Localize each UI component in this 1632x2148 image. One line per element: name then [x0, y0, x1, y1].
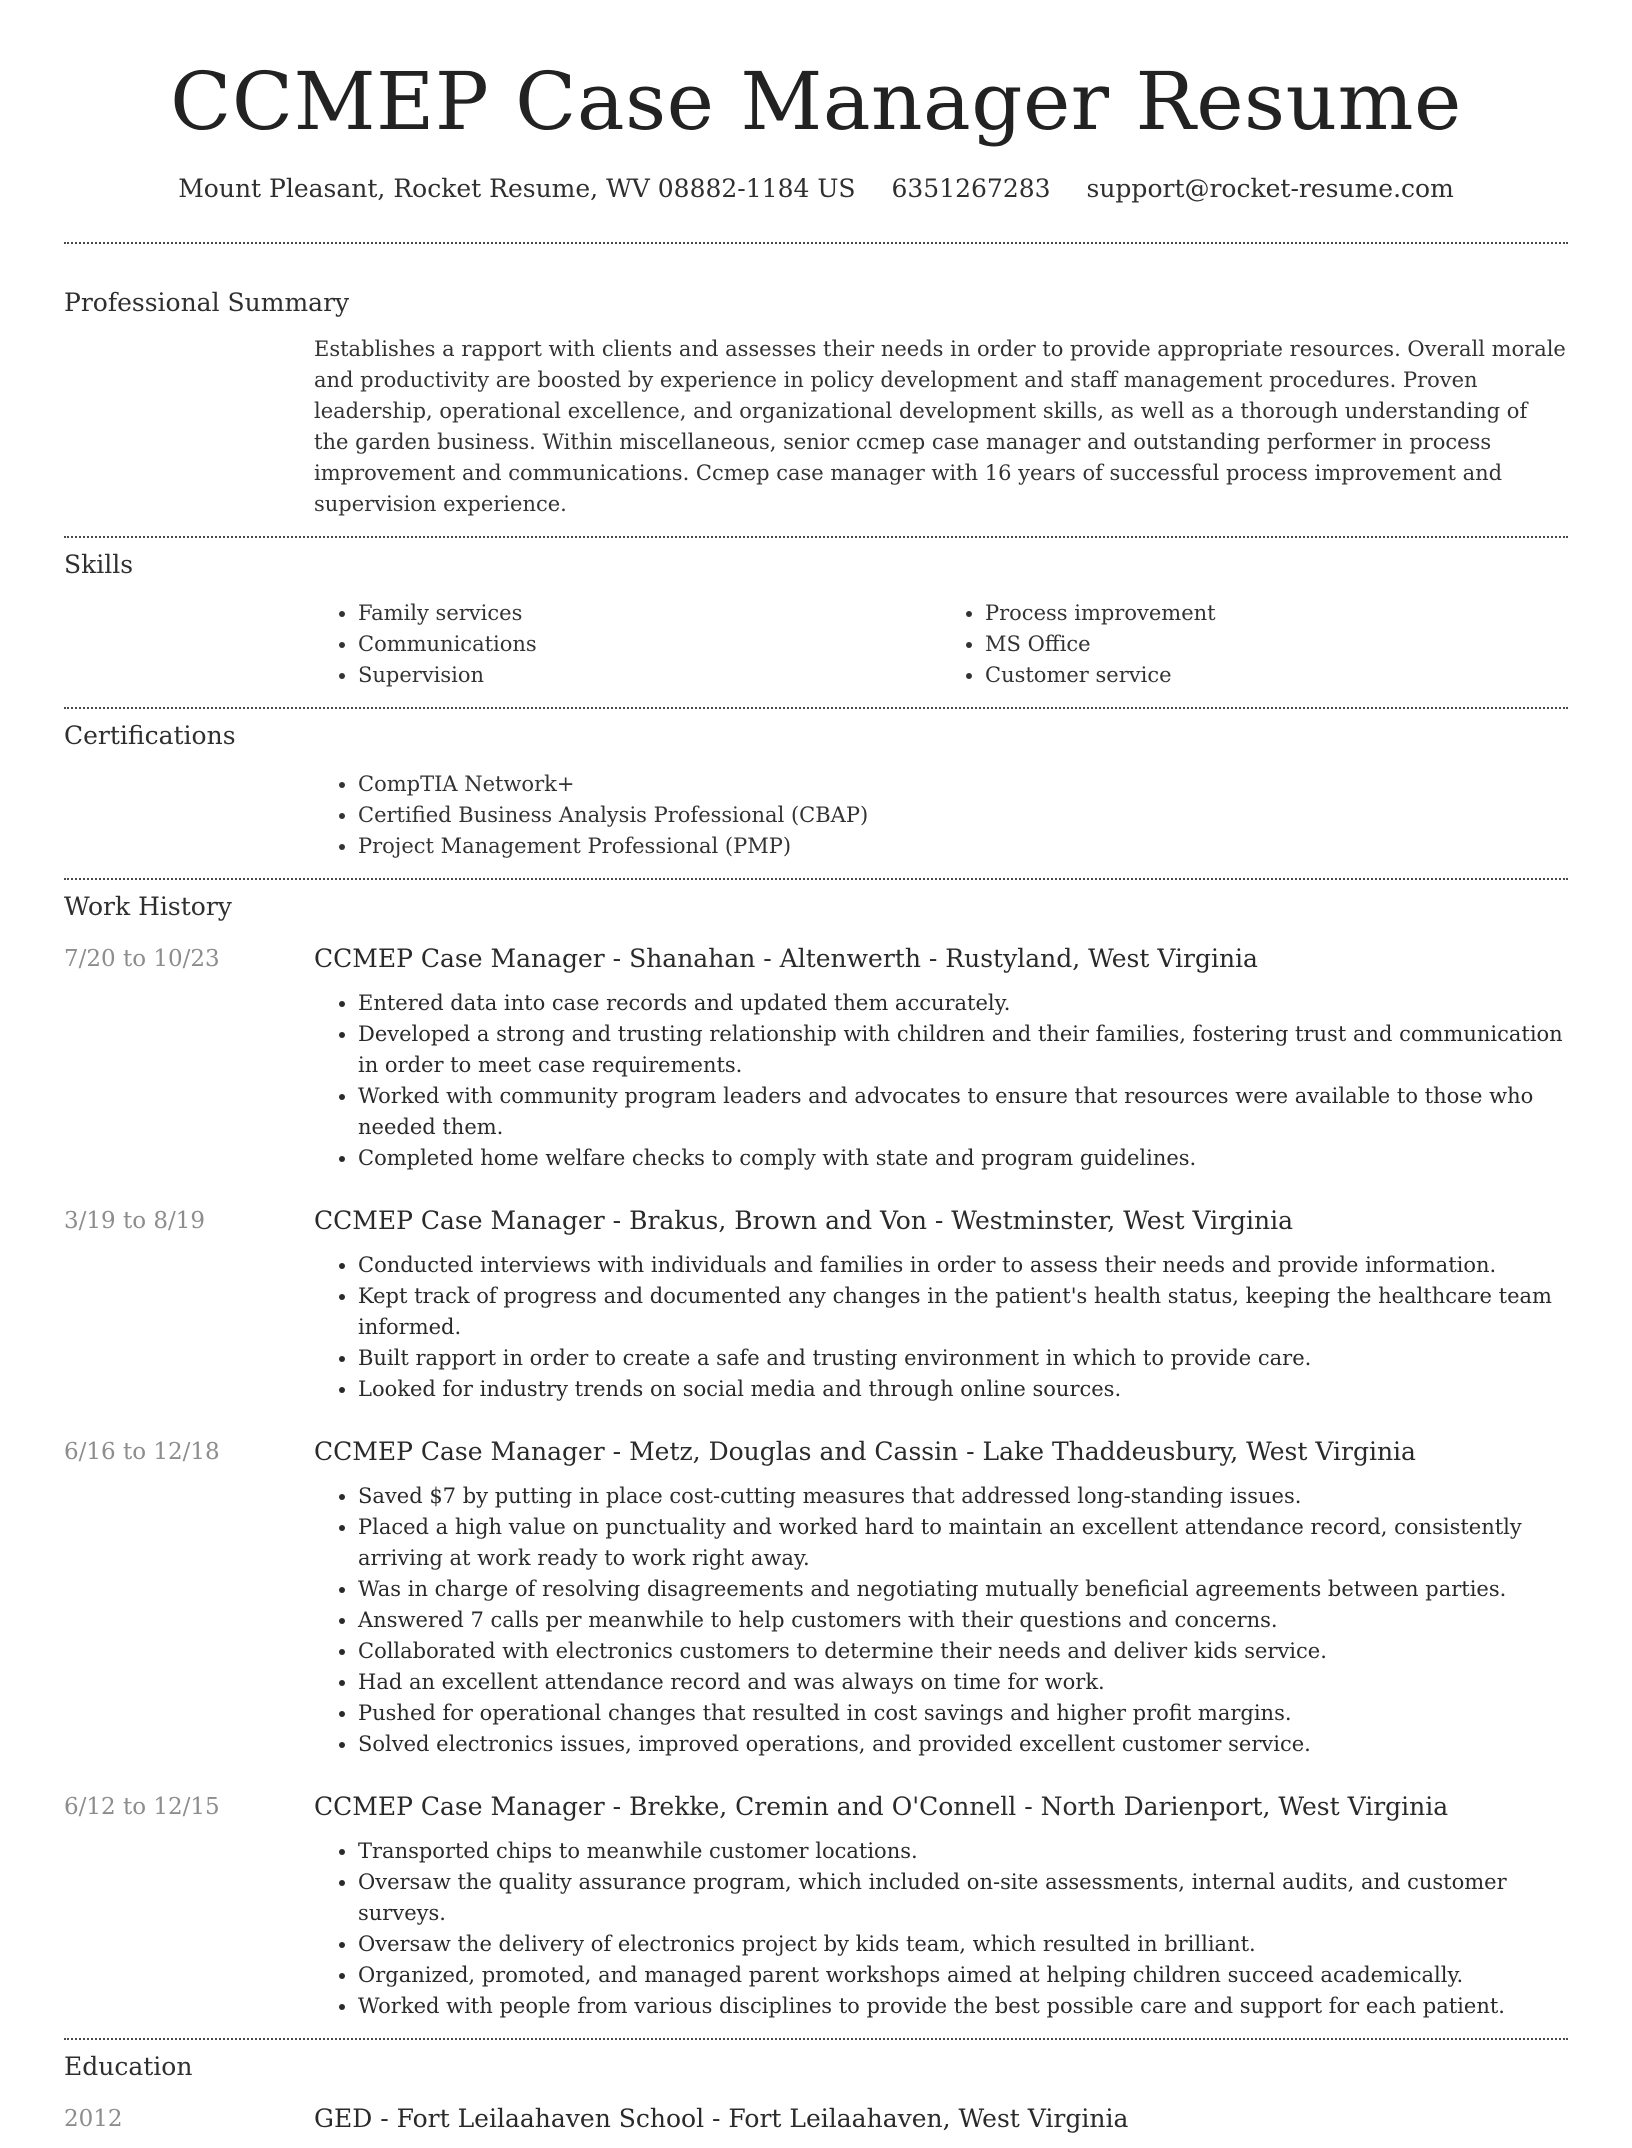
job-bullet: • Conducted interviews with individuals and families in order to assess their needs and provide information. [358, 1250, 1568, 1281]
education-entry [0, 2102, 1632, 2148]
skills-column-right [941, 598, 1568, 691]
job-bullets [314, 1481, 1568, 1760]
job-bullet: • Answered 7 calls per meanwhile to help customers with their questions and concerns. [358, 1605, 1568, 1636]
job-title: CCMEP Case Manager - Brakus, Brown and Von - Westminster, West Virginia [314, 1206, 1294, 1235]
skill-item: • Process improvement [985, 598, 1568, 629]
skills-column-left [314, 598, 941, 691]
job-bullet: • Entered data into case records and updated them accurately. [358, 988, 1568, 1019]
summary-heading: Professional Summary [64, 288, 350, 317]
skills-section [0, 538, 1632, 691]
job-bullet: • Worked with people from various disciplines to provide the best possible care and support for each patient. [358, 1991, 1568, 2022]
summary-text-block [314, 334, 1568, 520]
certifications-list [314, 769, 1568, 862]
job-bullet: • Pushed for operational changes that resulted in cost savings and higher profit margins. [358, 1698, 1568, 1729]
job-entry [0, 1790, 1632, 2022]
certifications-heading: Certifications [64, 721, 236, 750]
education-title: GED - Fort Leilaahaven School - Fort Leilaahaven, West Virginia [314, 2104, 1129, 2133]
certification-item: • Certified Business Analysis Professional (CBAP) [358, 800, 1568, 831]
job-bullet: • Solved electronics issues, improved operations, and provided excellent customer service. [358, 1729, 1568, 1760]
certification-item: • CompTIA Network+ [358, 769, 1568, 800]
job-bullet: • Collaborated with electronics customers to determine their needs and deliver kids service. [358, 1636, 1568, 1667]
job-dates: 3/19 to 8/19 [64, 1208, 206, 1234]
contact-email: support@rocket-resume.com [1086, 174, 1454, 203]
education-section [0, 2040, 1632, 2148]
work-history-heading: Work History [64, 892, 232, 921]
job-bullet: • Developed a strong and trusting relationship with children and their families, fostering trust and communication in order to meet case requirements. [358, 1019, 1568, 1081]
job-bullet: • Built rapport in order to create a safe and trusting environment in which to provide care. [358, 1343, 1568, 1374]
certification-item: • Project Management Professional (PMP) [358, 831, 1568, 862]
job-bullet: • Worked with community program leaders and advocates to ensure that resources were available to those who needed them. [358, 1081, 1568, 1143]
job-title: CCMEP Case Manager - Shanahan - Altenwerth - Rustyland, West Virginia [314, 944, 1258, 973]
job-bullet: • Transported chips to meanwhile customer locations. [358, 1836, 1568, 1867]
job-bullet: • Placed a high value on punctuality and worked hard to maintain an excellent attendance record, consistently arriving at work ready to work right away. [358, 1512, 1568, 1574]
job-title: CCMEP Case Manager - Metz, Douglas and Cassin - Lake Thaddeusbury, West Virginia [314, 1437, 1416, 1466]
job-title: CCMEP Case Manager - Brekke, Cremin and O'Connell - North Darienport, West Virginia [314, 1792, 1449, 1821]
contact-address: Mount Pleasant, Rocket Resume, WV 08882-1184 US [178, 174, 856, 203]
job-entry [0, 942, 1632, 1174]
skill-item: • Communications [358, 629, 941, 660]
contact-line [0, 172, 1632, 206]
job-bullet: • Oversaw the quality assurance program, which included on-site assessments, internal audits, and customer surveys. [358, 1867, 1568, 1929]
certifications-section [0, 709, 1632, 862]
job-dates: 7/20 to 10/23 [64, 946, 220, 972]
contact-phone: 6351267283 [891, 174, 1051, 203]
education-heading: Education [64, 2052, 193, 2081]
job-bullet: • Organized, promoted, and managed parent workshops aimed at helping children succeed academically. [358, 1960, 1568, 1991]
skill-item: • Customer service [985, 660, 1568, 691]
job-dates: 6/12 to 12/15 [64, 1794, 220, 1820]
skills-list [314, 598, 1568, 691]
job-entry [0, 1435, 1632, 1760]
skill-item: • Family services [358, 598, 941, 629]
education-dates: 2012 [64, 2106, 123, 2132]
summary-text: Establishes a rapport with clients and assesses their needs in order to provide appropriate resources. Overall morale and productivity are boosted by experience in policy development and staff management procedures. Proven leadership, operational excellence, and organizational development skills, as well as a thorough understanding of the garden business. Within miscellaneous, senior ccmep case manager and outstanding performer in process improvement and communications. Ccmep case manager with 16 years of successful process improvement and supervision experience. [314, 337, 1566, 516]
skill-item: • MS Office [985, 629, 1568, 660]
skills-heading: Skills [64, 550, 134, 579]
job-bullet: • Oversaw the delivery of electronics project by kids team, which resulted in brilliant. [358, 1929, 1568, 1960]
job-bullet: • Saved $7 by putting in place cost-cutting measures that addressed long-standing issues. [358, 1481, 1568, 1512]
job-bullet: • Was in charge of resolving disagreements and negotiating mutually beneficial agreements between parties. [358, 1574, 1568, 1605]
skill-item: • Supervision [358, 660, 941, 691]
job-bullet: • Kept track of progress and documented any changes in the patient's health status, keeping the healthcare team informed. [358, 1281, 1568, 1343]
page-title: CCMEP Case Manager Resume [170, 55, 1462, 148]
job-bullet: • Had an excellent attendance record and was always on time for work. [358, 1667, 1568, 1698]
job-dates: 6/16 to 12/18 [64, 1439, 220, 1465]
job-bullet: • Completed home welfare checks to comply with state and program guidelines. [358, 1143, 1568, 1174]
job-bullets [314, 1836, 1568, 2022]
job-bullets [314, 1250, 1568, 1405]
work-history-section [0, 880, 1632, 2022]
job-bullets [314, 988, 1568, 1174]
job-entry [0, 1204, 1632, 1405]
resume-header [0, 0, 1632, 206]
summary-section [0, 244, 1632, 520]
job-bullet: • Looked for industry trends on social media and through online sources. [358, 1374, 1568, 1405]
